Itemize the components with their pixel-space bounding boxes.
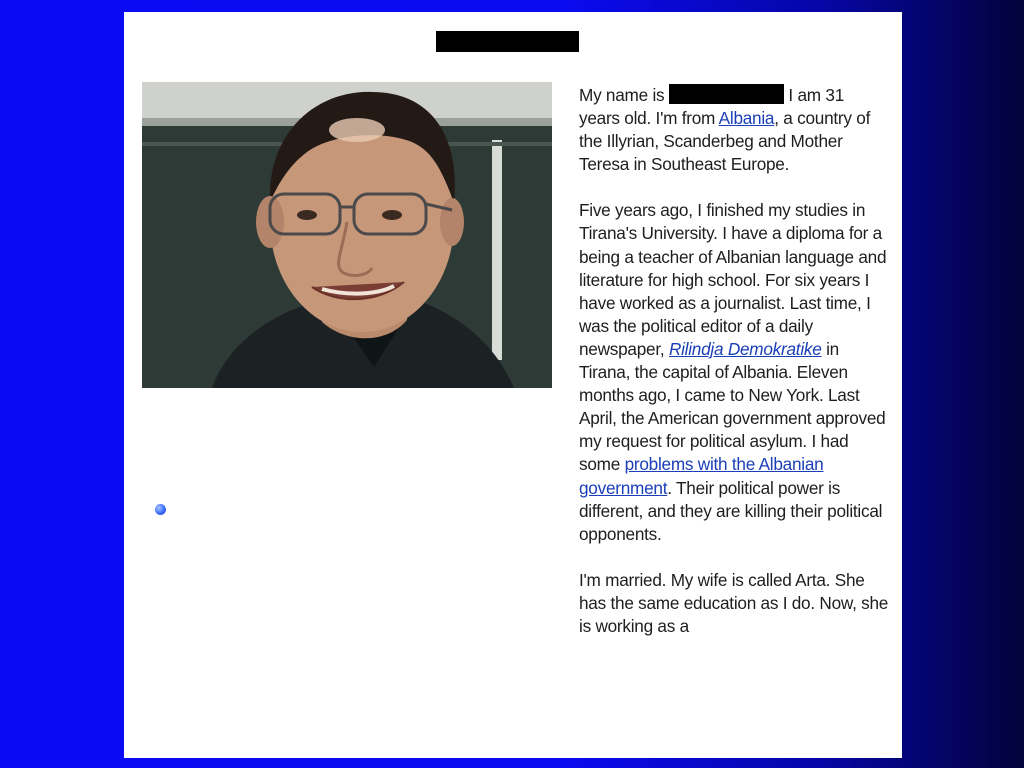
slide-bullet-text: A more complex page with image, student’s name, and a longer description [195,495,510,590]
webpage-screenshot [124,12,902,758]
albania-link[interactable]: Albania [718,108,775,129]
redacted-name [669,84,784,104]
career-text-3: . Their political power is different, and they are killing their political opponents. [579,477,883,544]
intro-text-age: I am 31 years old. I'm from [579,85,845,129]
career-text-2: in Tirana, the capital of Albania. Eleven months ago, I came to New York. Last April, the American government approved my request for political asylum. I had some [579,338,886,475]
career-text-1: Five years ago, I finished my studies in Tirana's University. I have a diploma for a being a teacher of Albanian language and literature for high school. For six years I have worked as a journalist. Last time, I was the political editor of a daily newspaper, [579,200,887,359]
bio-text [579,84,889,661]
problems-link[interactable]: problems with the Albanian government [579,454,824,498]
intro-text-before-name: My name is [579,85,669,105]
bio-paragraph-family: I'm married. My wife is called Arta. She has the same education as I do. Now, she is working as a [579,569,889,636]
redacted-title [436,31,579,52]
slide-bullet [155,492,525,594]
intro-text-rest: , a country of the Illyrian, Scanderbeg and Mother Teresa in Southeast Europe. [579,108,871,175]
newspaper-link[interactable]: Rilindja Demokratike [668,338,822,359]
student-photo [142,82,552,388]
bio-paragraph-career [579,199,889,545]
bio-paragraph-intro [579,84,889,176]
bullet-icon [155,504,166,515]
